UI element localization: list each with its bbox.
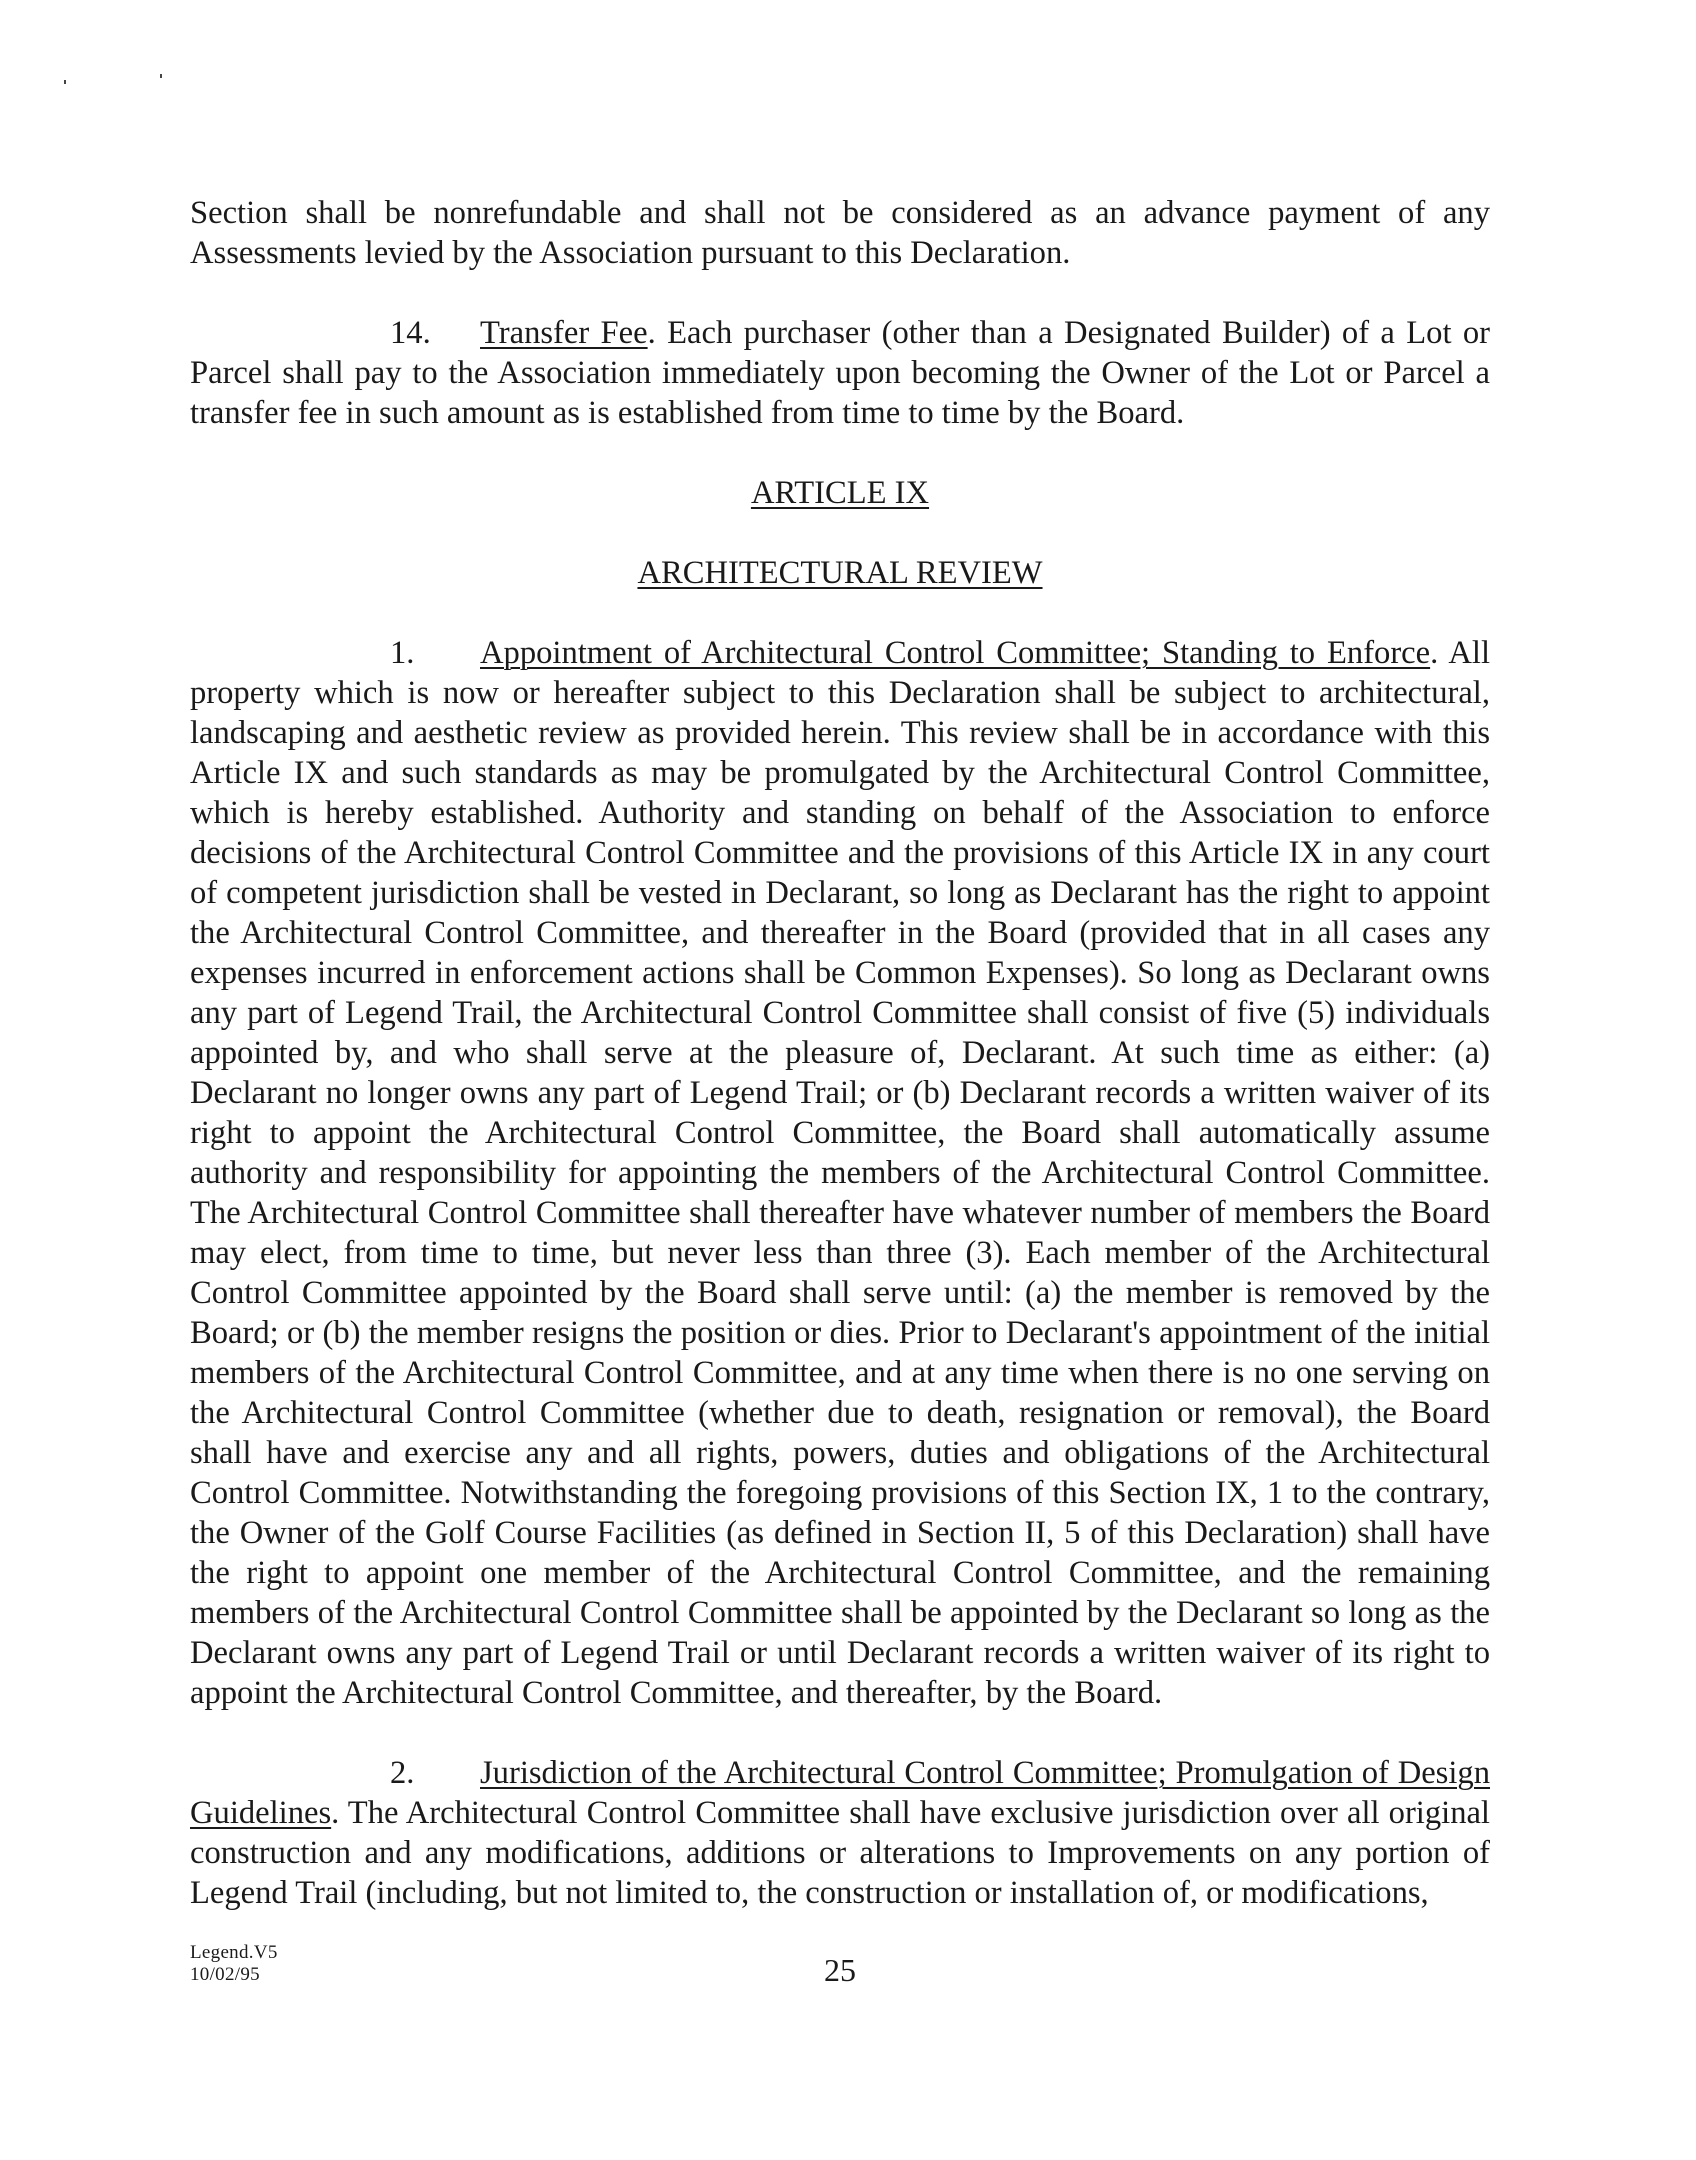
section-2-number: 2. bbox=[390, 1755, 415, 1791]
section-2-text: . The Architectural Control Committee shall have exclusive jurisdiction over all original construction and any modifications, additions or alterations to Improvements on any portion of Legend Trail (including, but not limited to, the construction or installation of, or modifications, bbox=[190, 1795, 1490, 1911]
section-14-title: Transfer Fee bbox=[480, 315, 648, 351]
scan-specks bbox=[62, 72, 172, 84]
section-2 bbox=[190, 1753, 1490, 1913]
footer-document-id bbox=[190, 1942, 278, 1986]
section-1-text: . All property which is now or hereafter subject to this Declaration shall be subject to architectural, landscaping and aesthetic review as provided herein. This review shall be in accordance with this Article IX and such standards as may be promulgated by the Architectural Control Committee, which is hereby established. Authority and standing on behalf of the Association to enforce decisions of the Architectural Control Committee and the provisions of this Article IX in any court of competent jurisdiction shall be vested in Declarant, so long as Declarant has the right to appoint the Architectural Control Committee, and thereafter in the Board (provided that in all cases any expenses incurred in enforcement actions shall be Common Expenses). So long as Declarant owns any part of Legend Trail, the Architectural Control Committee shall consist of five (5) individuals appointed by, and who shall serve at the pleasure of, Declarant. At such time as either: (a) Declarant no longer owns any part of Legend Trail; or (b) Declarant records a written waiver of its right to appoint the Architectural Control Committee, the Board shall automatically assume authority and responsibility for appointing the members of the Architectural Control Committee. The Architectural Control Committee shall thereafter have whatever number of members the Board may elect, from time to time, but never less than three (3). Each member of the Architectural Control Committee appointed by the Board shall serve until: (a) the member is removed by the Board; or (b) the member resigns the position or dies. Prior to Declarant's appointment of the initial members of the Architectural Control Committee, and at any time when there is no one serving on the Architectural Control Committee (whether due to death, resignation or removal), the Board shall have and exercise any and all rights, powers, duties and obligations of the Architectural Control Committee. Notwithstanding the foregoing provisions of this Section IX, 1 to the contrary, the Owner of the Golf Course Facilities (as defined in Section II, 5 of this Declaration) shall have the right to appoint one member of the Architectural Control Committee, and the remaining members of the Architectural Control Committee shall be appointed by the Declarant so long as the Declarant owns any part of Legend Trail or until Declarant records a written waiver of its right to appoint the Architectural Control Committee, and thereafter, by the Board. bbox=[190, 635, 1490, 1711]
section-1-number: 1. bbox=[390, 635, 415, 671]
section-2-title: Jurisdiction of the Architectural Control Committee; Promulgation of Design Guidelines bbox=[190, 1755, 1490, 1831]
section-1-title: Appointment of Architectural Control Committee; Standing to Enforce bbox=[480, 635, 1431, 671]
section-14-number: 14. bbox=[390, 315, 431, 351]
footer-doc-date: 10/02/95 bbox=[190, 1964, 260, 1985]
page-number: 25 bbox=[824, 1952, 856, 1988]
footer-doc-name: Legend.V5 bbox=[190, 1942, 278, 1963]
section-14-text: . Each purchaser (other than a Designated Builder) of a Lot or Parcel shall pay to the Association immediately upon becoming the Owner of the Lot or Parcel a transfer fee in such amount as is established from time to time by the Board. bbox=[190, 315, 1490, 431]
continuation-text: Section shall be nonrefundable and shall not be considered as an advance payment of any Assessments levied by the Association pursuant to this Declaration. bbox=[190, 195, 1490, 271]
section-14 bbox=[190, 313, 1490, 433]
continuation-paragraph bbox=[190, 193, 1490, 273]
section-1 bbox=[190, 633, 1490, 1713]
article-number: ARTICLE IX bbox=[750, 475, 930, 511]
article-title: ARCHITECTURAL REVIEW bbox=[637, 555, 1043, 591]
